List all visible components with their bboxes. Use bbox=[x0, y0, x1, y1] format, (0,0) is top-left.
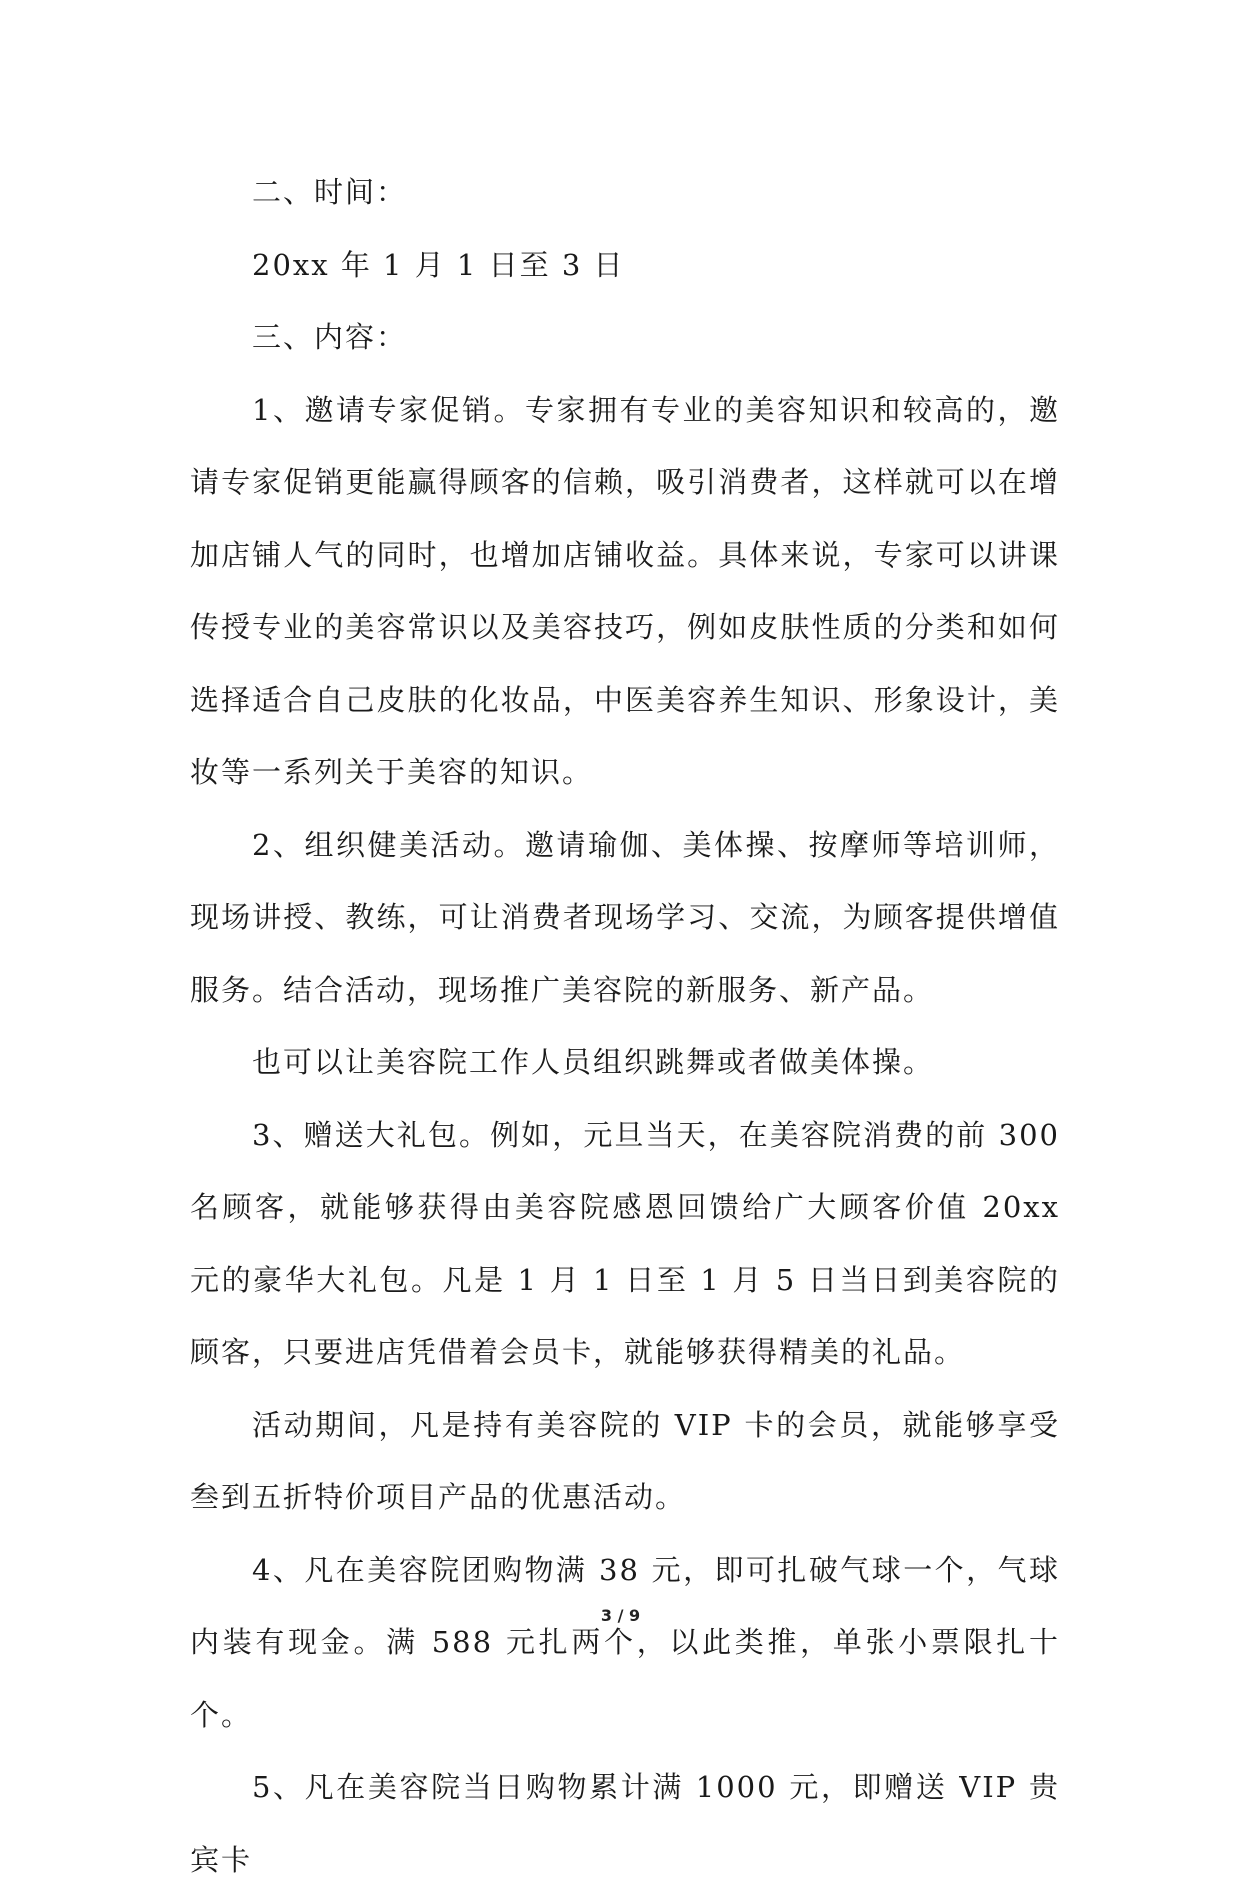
paragraph-gift-package: 3、赠送大礼包。例如，元旦当天，在美容院消费的前 300 名顾客，就能够获得由美容院感恩回馈给广大顾客价值 20xx 元的豪华大礼包。凡是 1 月 1 日至 1 月 5 日当日到美容院的顾客，只要进店凭借着会员卡，就能够获得精美的礼品。 bbox=[190, 1117, 1060, 1369]
paragraph-balloon-cash: 4、凡在美容院团购物满 38 元，即可扎破气球一个，气球内装有现金。满 588 元扎两个，以此类推，单张小票限扎十个。 bbox=[190, 1552, 1060, 1732]
section-heading-time: 二、时间： bbox=[252, 175, 408, 209]
paragraph-expert-promotion: 1、邀请专家促销。专家拥有专业的美容知识和较高的，邀请专家促销更能赢得顾客的信赖，吸引消费者，这样就可以在增加店铺人气的同时，也增加店铺收益。具体来说，专家可以讲课传授专业的美容常识以及美容技巧，例如皮肤性质的分类和如何选择适合自己皮肤的化妆品，中医美容养生知识、形象设计，美妆等一系列关于美容的知识。 bbox=[190, 392, 1060, 789]
document-body bbox=[190, 156, 1060, 1896]
paragraph-vip-discount: 活动期间，凡是持有美容院的 VIP 卡的会员，就能够享受叁到五折特价项目产品的优惠活动。 bbox=[190, 1407, 1060, 1514]
paragraph-vip-card-gift: 5、凡在美容院当日购物累计满 1000 元，即赠送 VIP 贵宾卡 bbox=[190, 1770, 1060, 1877]
paragraph-staff-dance: 也可以让美容院工作人员组织跳舞或者做美体操。 bbox=[252, 1045, 935, 1079]
section-heading-content: 三、内容： bbox=[252, 320, 408, 354]
paragraph-fitness-activity: 2、组织健美活动。邀请瑜伽、美体操、按摩师等培训师，现场讲授、教练，可让消费者现场学习、交流，为顾客提供增值服务。结合活动，现场推广美容院的新服务、新产品。 bbox=[190, 827, 1060, 1007]
page-number: 3 / 9 bbox=[600, 1606, 641, 1625]
time-range-text: 20xx 年 1 月 1 日至 3 日 bbox=[252, 247, 625, 282]
